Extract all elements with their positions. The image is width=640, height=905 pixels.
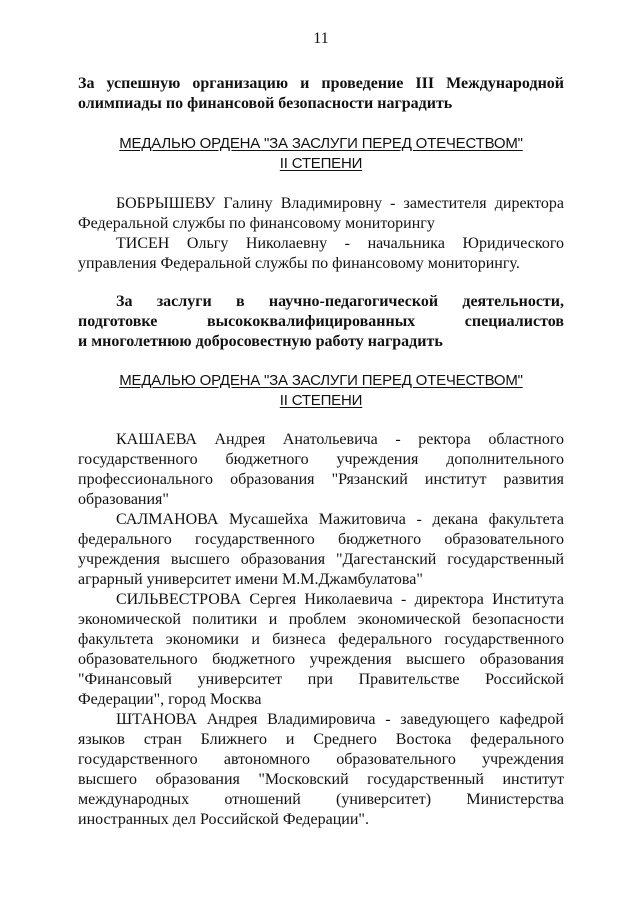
section2-heading-line-3: и многолетнюю добросовестную работу наградить (78, 333, 443, 350)
section2-heading-line-1: За заслуги в научно-педагогической деятельности, (116, 293, 564, 310)
section2-entry-3-line-3: факультета экономики и бизнеса федерального государственного (78, 631, 564, 648)
section2-entry-3-line-2: экономической политики и проблем экономической безопасности (78, 611, 564, 628)
section2-entry-3-line-6: Федерации", город Москва (78, 691, 262, 708)
section2-entry-4-line-4: высшего образования "Московский государственный институт (78, 771, 564, 788)
section1-heading-line-1: За успешную организацию и проведение III Международной (78, 75, 564, 92)
section2-entry-3-line-4: образовательного бюджетного учреждения высшего образования (78, 651, 564, 668)
section2-entry-2-line-1: САЛМАНОВА Мусашейха Мажитовича - декана факультета (116, 511, 564, 528)
section2-entry-3-line-5: "Финансовый университет при Правительстве Российской (78, 671, 564, 688)
section2-entry-4-line-5: международных отношений (университет) Министерства (78, 791, 564, 808)
section2-entry-1-line-2: государственного бюджетного учреждения дополнительного (78, 451, 564, 468)
section2-entry-4-line-6: иностранных дел Российской Федерации". (78, 811, 369, 828)
section1-heading-line-2: олимпиады по финансовой безопасности наградить (78, 95, 453, 112)
section2-entry-1-line-1: КАШАЕВА Андрея Анатольевича - ректора областного (116, 431, 564, 448)
section2-award-degree: II СТЕПЕНИ (279, 392, 363, 409)
section1-award-degree: II СТЕПЕНИ (279, 155, 363, 172)
section2-heading-line-2: подготовке высококвалифицированных специалистов (78, 313, 564, 330)
section2-award-title: МЕДАЛЬЮ ОРДЕНА "ЗА ЗАСЛУГИ ПЕРЕД ОТЕЧЕСТВОМ" (119, 372, 523, 389)
section1-entry-2-line-1: ТИСЕН Ольгу Николаевну - начальника Юридического (116, 235, 564, 252)
section2-entry-2-line-2: федерального государственного бюджетного образовательного (78, 531, 564, 548)
section2-entry-1-line-4: образования" (78, 491, 169, 508)
section2-entry-4-line-3: государственного автономного образовательного учреждения (78, 751, 564, 768)
section2-entry-2-line-4: аграрный университет имени М.М.Джамбулатова" (78, 571, 423, 588)
section1-entry-1-line-1: БОБРЫШЕВУ Галину Владимировну - заместителя директора (116, 195, 564, 212)
section2-entry-1-line-3: профессионального образования "Рязанский институт развития (78, 471, 564, 488)
section2-entry-3-line-1: СИЛЬВЕСТРОВА Сергея Николаевича - директора Института (116, 591, 564, 608)
section1-entry-2-line-2: управления Федеральной службы по финансовому мониторингу. (78, 255, 520, 272)
section2-entry-2-line-3: учреждения высшего образования "Дагестанский государственный (78, 551, 564, 568)
section1-entry-1-line-2: Федеральной службы по финансовому мониторингу (78, 215, 435, 232)
section2-entry-4-line-2: языков стран Ближнего и Среднего Востока федерального (78, 731, 564, 748)
section2-entry-4-line-1: ШТАНОВА Андрея Владимировича - заведующего кафедрой (116, 711, 564, 728)
section1-award-title: МЕДАЛЬЮ ОРДЕНА "ЗА ЗАСЛУГИ ПЕРЕД ОТЕЧЕСТВОМ" (119, 135, 523, 152)
page-number: 11 (313, 30, 329, 47)
